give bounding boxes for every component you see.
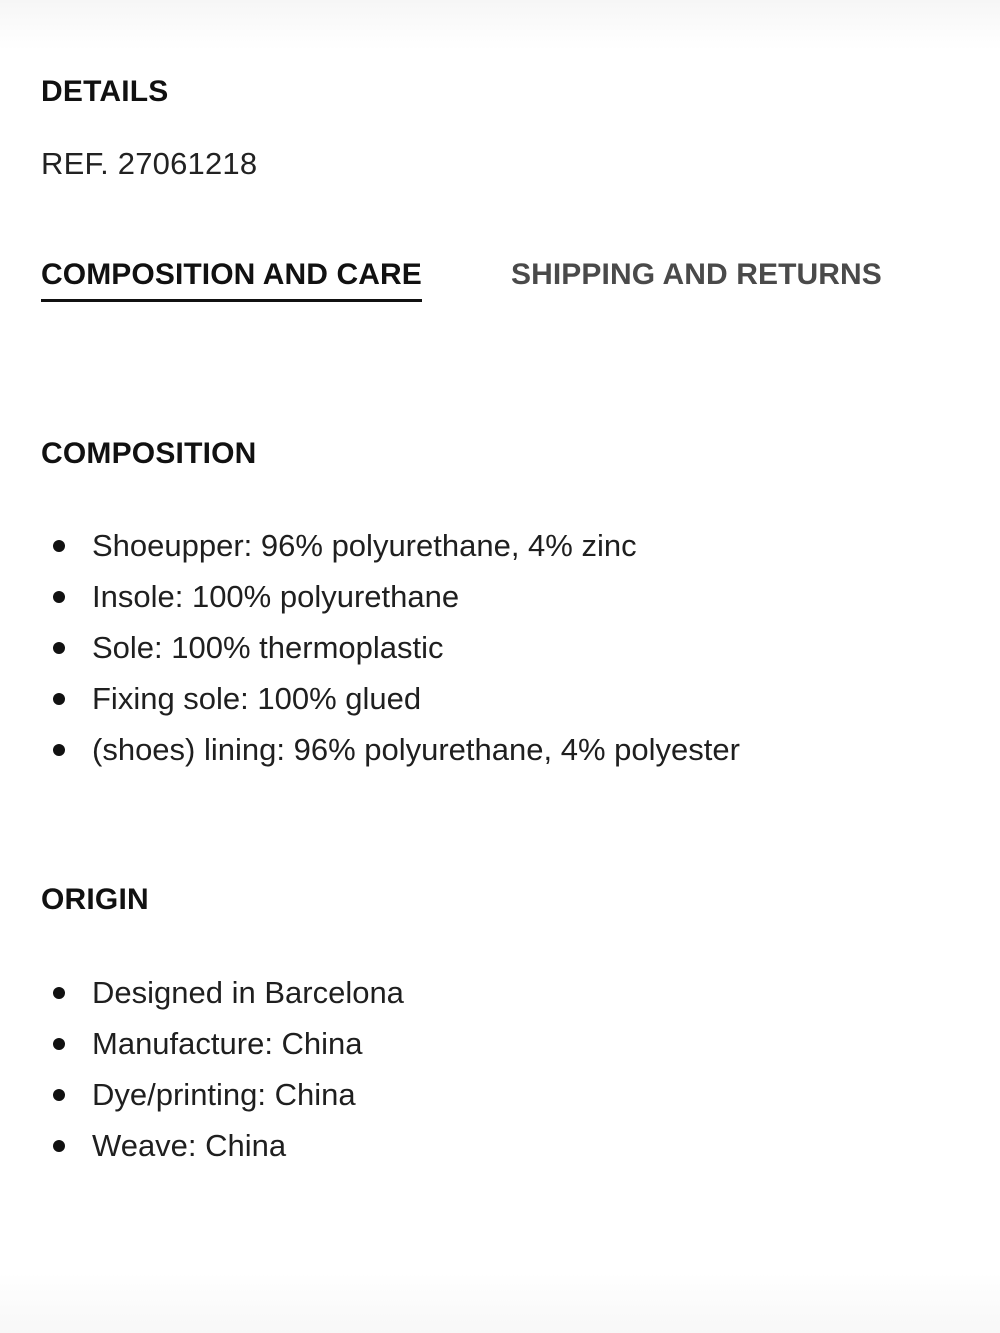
origin-item-text: Manufacture: China xyxy=(92,1026,363,1061)
top-edge-shade xyxy=(0,0,1000,50)
details-heading: DETAILS xyxy=(41,75,169,108)
bullet-icon xyxy=(53,1140,65,1152)
bullet-icon xyxy=(53,1089,65,1101)
bullet-icon xyxy=(53,693,65,705)
composition-item-text: Sole: 100% thermoplastic xyxy=(92,630,444,665)
bullet-icon xyxy=(53,744,65,756)
origin-heading: ORIGIN xyxy=(41,883,149,916)
composition-item-text: Insole: 100% polyurethane xyxy=(92,579,460,614)
origin-item-text: Designed in Barcelona xyxy=(92,975,404,1010)
info-tabs xyxy=(41,256,971,304)
composition-item-text: Shoeupper: 96% polyurethane, 4% zinc xyxy=(92,528,637,563)
tab-shipping-and-returns[interactable]: SHIPPING AND RETURNS xyxy=(511,258,882,291)
composition-item-text: (shoes) lining: 96% polyurethane, 4% polyester xyxy=(92,732,740,767)
bullet-icon xyxy=(53,540,65,552)
reference-number: REF. 27061218 xyxy=(41,146,258,181)
tab-composition-and-care[interactable]: COMPOSITION AND CARE xyxy=(41,256,422,302)
bottom-edge-shade xyxy=(0,1273,1000,1333)
composition-item-text: Fixing sole: 100% glued xyxy=(92,681,422,716)
origin-item-text: Weave: China xyxy=(92,1128,287,1163)
composition-heading: COMPOSITION xyxy=(41,437,257,470)
bullet-icon xyxy=(53,642,65,654)
bullet-icon xyxy=(53,591,65,603)
bullet-icon xyxy=(53,987,65,999)
bullet-icon xyxy=(53,1038,65,1050)
origin-item-text: Dye/printing: China xyxy=(92,1077,356,1112)
